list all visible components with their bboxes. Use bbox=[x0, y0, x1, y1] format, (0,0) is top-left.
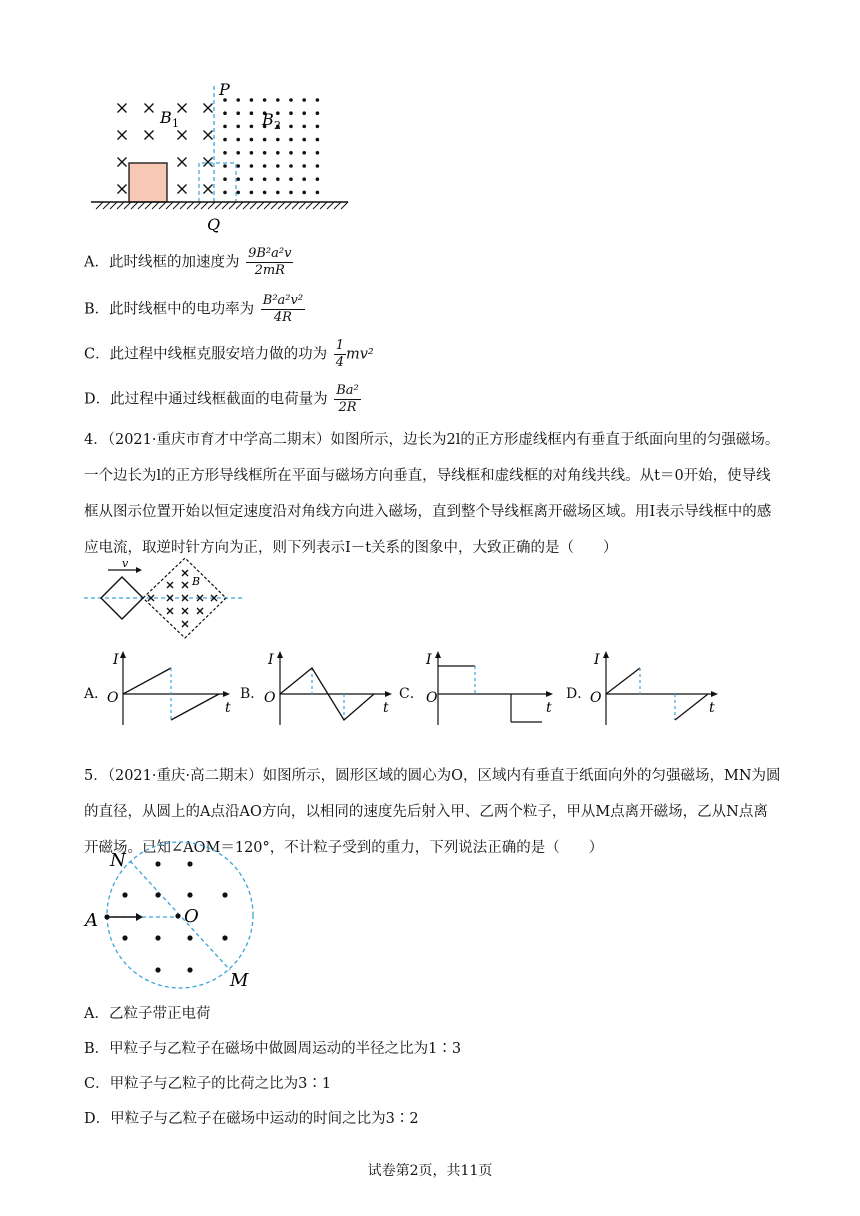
cross-mark bbox=[118, 131, 127, 140]
dot-mark bbox=[155, 935, 160, 940]
dot-mark bbox=[222, 935, 227, 940]
fraction-denominator: 4 bbox=[335, 355, 344, 370]
fraction-denominator: 2mR bbox=[254, 263, 285, 278]
q4-option-b-label: B． bbox=[240, 686, 265, 702]
dot-mark bbox=[289, 177, 293, 181]
q5-question-text: 5．（2021·重庆·高二期末）如图所示，圆形区域的圆心为O，区域内有垂直于纸面向外的匀强磁场，MN为圆的直径，从圆上的A点沿AO方向，以相同的速度先后射入甲、乙两个粒子，甲从M点离开磁场，乙从N点离开磁场。已知∠AOM＝120°，不计粒子受到的重力，下列说法正确的是（ ） bbox=[84, 768, 781, 856]
ground-hatching bbox=[96, 202, 348, 209]
figure-magnetic-fields bbox=[86, 80, 356, 235]
cross-mark bbox=[167, 582, 173, 588]
fraction-numerator: B²a²v² bbox=[262, 293, 304, 308]
q4-question-text: 4．（2021·重庆市育才中学高二期末）如图所示，边长为2l的正方形虚线框内有垂直于纸面向里的匀强磁场。一个边长为l的正方形导线框所在平面与磁场方向垂直，导线框和虚线框的对角线共线。从t＝0开始，使导线框从图示位置开始以恒定速度沿对角线方向进入磁场，直到整个导线框离开磁场区域。用I表示导线框中的感应电流，取逆时针方向为正，则下列表示I－t关系的图象中，大致正确的是（ ） bbox=[84, 432, 780, 556]
q3-option-d bbox=[84, 383, 361, 416]
dot-mark bbox=[263, 98, 267, 102]
fraction-numerator: Ba² bbox=[336, 383, 359, 398]
q4-option-c-label: C． bbox=[399, 686, 424, 702]
q4-option-d-label: D． bbox=[566, 686, 592, 702]
q3-option-c-fraction bbox=[334, 338, 346, 371]
dot-mark bbox=[316, 151, 320, 155]
dot-mark bbox=[250, 125, 254, 129]
q3-option-c-suffix: mv² bbox=[345, 346, 374, 363]
dot-mark bbox=[302, 151, 306, 155]
cross-mark bbox=[182, 608, 188, 614]
cross-mark bbox=[182, 582, 188, 588]
dot-mark bbox=[276, 98, 280, 102]
dot-mark bbox=[263, 151, 267, 155]
dot-mark bbox=[289, 151, 293, 155]
q3-option-c-text: C．此过程中线框克服安培力做的功为 bbox=[84, 346, 328, 363]
dot-mark bbox=[187, 967, 192, 972]
dot-mark bbox=[236, 125, 240, 129]
cross-mark bbox=[178, 185, 187, 194]
dot-mark bbox=[289, 138, 293, 142]
graph-option-a bbox=[105, 650, 235, 730]
svg-text:O: O bbox=[107, 690, 119, 706]
dot-mark bbox=[276, 151, 280, 155]
dot-mark bbox=[289, 191, 293, 195]
dot-mark bbox=[236, 98, 240, 102]
label-v: v bbox=[122, 558, 129, 570]
dot-mark bbox=[316, 125, 320, 129]
dot-mark bbox=[263, 164, 267, 168]
dot-mark bbox=[250, 151, 254, 155]
label-a: A bbox=[85, 910, 98, 931]
svg-text:O: O bbox=[590, 690, 602, 706]
cross-mark bbox=[178, 104, 187, 113]
q3-option-c bbox=[84, 338, 374, 371]
dot-mark bbox=[250, 138, 254, 142]
dot-mark bbox=[155, 861, 160, 866]
cross-mark bbox=[145, 131, 154, 140]
cross-mark bbox=[182, 570, 188, 576]
svg-text:O: O bbox=[426, 690, 438, 706]
label-b: B bbox=[192, 575, 201, 588]
dot-mark bbox=[236, 191, 240, 195]
dot-mark bbox=[302, 125, 306, 129]
dot-mark bbox=[122, 935, 127, 940]
fraction-denominator: 4R bbox=[273, 310, 292, 325]
frame-final-position-dashed bbox=[199, 163, 236, 202]
dot-mark bbox=[250, 191, 254, 195]
dot-mark bbox=[122, 892, 127, 897]
fraction-numerator: 1 bbox=[335, 338, 344, 353]
fraction-numerator: 9B²a²v bbox=[248, 246, 292, 261]
label-o: O bbox=[184, 906, 199, 927]
dot-mark bbox=[223, 164, 227, 168]
svg-text:O: O bbox=[264, 690, 276, 706]
svg-text:t: t bbox=[709, 700, 715, 716]
cross-mark bbox=[145, 104, 154, 113]
dot-mark bbox=[223, 138, 227, 142]
q4-option-a-label: A． bbox=[84, 686, 109, 702]
dot-mark bbox=[316, 111, 320, 115]
dot-mark bbox=[236, 111, 240, 115]
dot-mark bbox=[223, 191, 227, 195]
figure-circular-field bbox=[80, 840, 280, 990]
q3-option-b-text: B．此时线框中的电功率为 bbox=[84, 301, 255, 318]
graph-option-d bbox=[588, 650, 723, 730]
cross-mark bbox=[167, 608, 173, 614]
dot-mark bbox=[289, 111, 293, 115]
dot-mark bbox=[250, 98, 254, 102]
q3-option-a-fraction bbox=[246, 246, 293, 279]
dot-mark bbox=[155, 892, 160, 897]
cross-mark bbox=[167, 595, 173, 601]
cross-mark bbox=[204, 104, 213, 113]
cross-mark bbox=[178, 131, 187, 140]
q3-option-d-fraction bbox=[334, 383, 361, 416]
graph-option-c bbox=[420, 650, 560, 730]
label-p: P bbox=[219, 80, 230, 99]
dot-mark bbox=[263, 138, 267, 142]
svg-text:I: I bbox=[426, 652, 432, 668]
label-b2: B bbox=[262, 110, 274, 129]
page-footer: 试卷第2页，共11页 bbox=[367, 1163, 493, 1179]
cross-mark bbox=[178, 158, 187, 167]
svg-text:I: I bbox=[594, 652, 600, 668]
q5-option-c: C．甲粒子与乙粒子的比荷之比为3∶1 bbox=[84, 1076, 332, 1092]
dot-mark bbox=[155, 967, 160, 972]
dot-mark bbox=[316, 177, 320, 181]
dot-mark bbox=[250, 164, 254, 168]
dot-mark bbox=[276, 164, 280, 168]
dot-mark bbox=[276, 138, 280, 142]
dot-mark bbox=[223, 125, 227, 129]
dot-mark bbox=[250, 111, 254, 115]
dot-mark bbox=[236, 177, 240, 181]
label-b2-sub: 2 bbox=[274, 119, 281, 132]
dot-mark bbox=[316, 98, 320, 102]
cross-mark bbox=[204, 185, 213, 194]
q3-option-d-text: D．此过程中通过线框截面的电荷量为 bbox=[84, 391, 328, 408]
dot-mark bbox=[223, 177, 227, 181]
q3-option-b-fraction bbox=[261, 293, 305, 326]
dot-mark bbox=[276, 177, 280, 181]
cross-mark bbox=[182, 621, 188, 627]
svg-text:I: I bbox=[268, 652, 274, 668]
dot-mark bbox=[302, 138, 306, 142]
svg-text:t: t bbox=[546, 700, 552, 716]
q5-option-b: B．甲粒子与乙粒子在磁场中做圆周运动的半径之比为1∶3 bbox=[84, 1041, 462, 1057]
dot-mark bbox=[236, 164, 240, 168]
label-b1: B bbox=[160, 108, 172, 127]
label-n: N bbox=[110, 850, 126, 871]
q3-option-a-text: A．此时线框的加速度为 bbox=[84, 254, 240, 271]
dot-mark bbox=[187, 892, 192, 897]
dot-mark bbox=[223, 151, 227, 155]
dot-mark bbox=[250, 177, 254, 181]
cross-mark bbox=[118, 104, 127, 113]
dot-mark bbox=[302, 164, 306, 168]
point-a bbox=[104, 914, 109, 919]
label-b1-sub: 1 bbox=[172, 117, 179, 130]
dot-mark bbox=[276, 111, 280, 115]
dot-mark bbox=[302, 111, 306, 115]
dot-mark bbox=[316, 138, 320, 142]
cross-mark bbox=[118, 158, 127, 167]
dot-mark bbox=[289, 125, 293, 129]
svg-text:t: t bbox=[225, 700, 231, 716]
q5-option-d: D．甲粒子与乙粒子在磁场中运动的时间之比为3∶2 bbox=[84, 1111, 419, 1127]
label-m: M bbox=[230, 970, 249, 990]
dot-mark bbox=[223, 111, 227, 115]
point-o bbox=[175, 913, 180, 918]
dot-mark bbox=[263, 177, 267, 181]
figure-diamond-frames bbox=[84, 558, 244, 646]
q3-option-a bbox=[84, 246, 293, 279]
dot-mark bbox=[289, 98, 293, 102]
dot-mark bbox=[289, 164, 293, 168]
q5-option-a: A．乙粒子带正电荷 bbox=[84, 1006, 211, 1022]
dot-mark bbox=[187, 861, 192, 866]
dot-mark bbox=[302, 177, 306, 181]
dot-mark bbox=[302, 191, 306, 195]
cross-mark bbox=[204, 131, 213, 140]
cross-mark bbox=[204, 158, 213, 167]
dot-mark bbox=[222, 892, 227, 897]
fraction-denominator: 2R bbox=[338, 400, 357, 415]
dot-mark bbox=[316, 191, 320, 195]
dot-mark bbox=[236, 151, 240, 155]
dot-mark bbox=[263, 191, 267, 195]
dot-mark bbox=[276, 191, 280, 195]
dot-mark bbox=[236, 138, 240, 142]
svg-text:I: I bbox=[113, 652, 119, 668]
q3-option-b bbox=[84, 293, 305, 326]
dot-mark bbox=[187, 935, 192, 940]
cross-mark bbox=[197, 608, 203, 614]
square-wire-frame bbox=[129, 163, 167, 202]
dot-mark bbox=[316, 164, 320, 168]
cross-mark bbox=[118, 185, 127, 194]
graph-option-b bbox=[262, 650, 397, 730]
label-q: Q bbox=[207, 215, 221, 234]
svg-text:t: t bbox=[383, 700, 389, 716]
dot-mark bbox=[302, 98, 306, 102]
